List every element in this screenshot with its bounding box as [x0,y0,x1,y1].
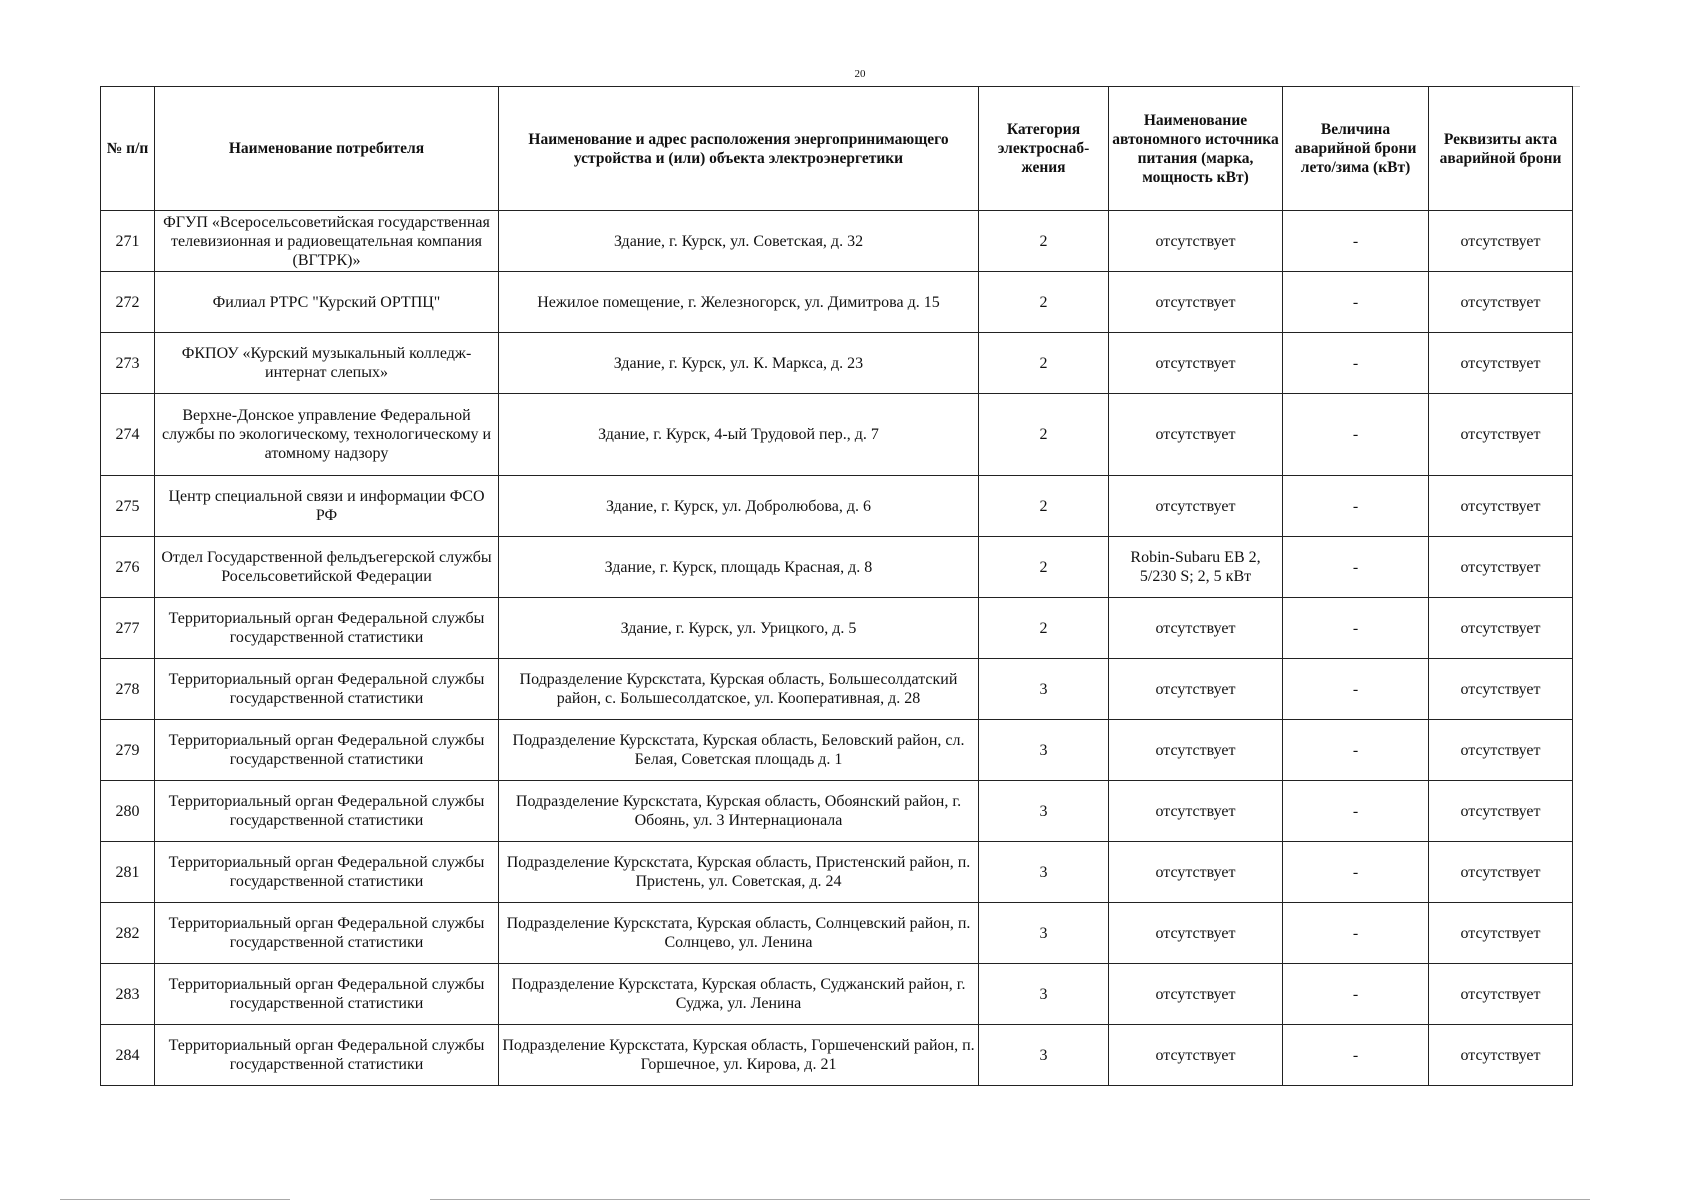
page-number: 20 [854,68,866,80]
cell-object: Подразделение Курскстата, Курская область, Большесолдатский район, с. Большесолдатское, ул. Кооперативная, д. 28 [499,659,979,720]
cell-category: 2 [979,598,1109,659]
cell-source: отсутствует [1109,903,1283,964]
cell-reserve: - [1283,537,1429,598]
cell-num: 275 [101,476,155,537]
table-row [101,842,1573,903]
cell-object: Здание, г. Курск, ул. К. Маркса, д. 23 [499,333,979,394]
cell-act: отсутствует [1429,842,1573,903]
cell-source: отсутствует [1109,842,1283,903]
cell-object: Здание, г. Курск, площадь Красная, д. 8 [499,537,979,598]
cell-num: 276 [101,537,155,598]
cell-reserve: - [1283,394,1429,476]
header-object: Наименование и адрес расположения энергопринимающего устройства и (или) объекта электроэнергетики [499,87,979,211]
cell-reserve: - [1283,211,1429,272]
cell-category: 2 [979,537,1109,598]
cell-act: отсутствует [1429,272,1573,333]
cell-consumer: Территориальный орган Федеральной службы государственной статистики [155,598,499,659]
header-source: Наименование автономного источника питания (марка, мощность кВт) [1109,87,1283,211]
cell-num: 273 [101,333,155,394]
cell-consumer: Территориальный орган Федеральной службы государственной статистики [155,964,499,1025]
cell-num: 282 [101,903,155,964]
cell-reserve: - [1283,781,1429,842]
cell-source: Robin-Subaru EB 2, 5/230 S; 2, 5 кВт [1109,537,1283,598]
cell-category: 3 [979,964,1109,1025]
table-row [101,211,1573,272]
reserve-registry-table [100,86,1573,1086]
cell-category: 2 [979,394,1109,476]
cell-reserve: - [1283,598,1429,659]
table-header-row [101,87,1573,211]
cell-consumer: ФКПОУ «Курский музыкальный колледж-интернат слепых» [155,333,499,394]
cell-reserve: - [1283,1025,1429,1086]
cell-category: 3 [979,903,1109,964]
cell-consumer: Территориальный орган Федеральной службы государственной статистики [155,781,499,842]
cell-object: Подразделение Курскстата, Курская область, Пристенский район, п. Пристень, ул. Советская, д. 24 [499,842,979,903]
cell-act: отсутствует [1429,537,1573,598]
cell-category: 2 [979,333,1109,394]
cell-act: отсутствует [1429,720,1573,781]
cell-object: Подразделение Курскстата, Курская область, Беловский район, сл. Белая, Советская площадь д. 1 [499,720,979,781]
cell-num: 283 [101,964,155,1025]
cell-consumer: Территориальный орган Федеральной службы государственной статистики [155,842,499,903]
cell-reserve: - [1283,476,1429,537]
cell-object: Подразделение Курскстата, Курская область, Обоянский район, г. Обоянь, ул. 3 Интернационала [499,781,979,842]
table-row [101,537,1573,598]
table-row [101,903,1573,964]
cell-source: отсутствует [1109,272,1283,333]
cell-act: отсутствует [1429,903,1573,964]
table-row [101,659,1573,720]
table-row [101,964,1573,1025]
table-row [101,781,1573,842]
cell-num: 272 [101,272,155,333]
table-row [101,333,1573,394]
cell-category: 2 [979,272,1109,333]
table-row [101,394,1573,476]
cell-object: Здание, г. Курск, ул. Советская, д. 32 [499,211,979,272]
cell-num: 278 [101,659,155,720]
cell-source: отсутствует [1109,964,1283,1025]
cell-category: 3 [979,1025,1109,1086]
table-row [101,272,1573,333]
cell-act: отсутствует [1429,781,1573,842]
cell-act: отсутствует [1429,598,1573,659]
cell-source: отсутствует [1109,659,1283,720]
header-consumer: Наименование потребителя [155,87,499,211]
cell-reserve: - [1283,333,1429,394]
cell-source: отсутствует [1109,476,1283,537]
cell-act: отсутствует [1429,1025,1573,1086]
cell-consumer: Территориальный орган Федеральной службы государственной статистики [155,1025,499,1086]
cell-reserve: - [1283,659,1429,720]
cell-act: отсутствует [1429,659,1573,720]
cell-category: 2 [979,211,1109,272]
header-reserve: Величина аварийной брони лето/зима (кВт) [1283,87,1429,211]
cell-category: 3 [979,781,1109,842]
cell-consumer: Отдел Государственной фельдъегерской службы Росельсоветийской Федерации [155,537,499,598]
cell-source: отсутствует [1109,598,1283,659]
cell-consumer: Верхне-Донское управление Федеральной службы по экологическому, технологическому и атомному надзору [155,394,499,476]
cell-object: Здание, г. Курск, ул. Добролюбова, д. 6 [499,476,979,537]
cell-source: отсутствует [1109,394,1283,476]
cell-category: 2 [979,476,1109,537]
cell-source: отсутствует [1109,333,1283,394]
cell-reserve: - [1283,720,1429,781]
cell-object: Подразделение Курскстата, Курская область, Суджанский район, г. Суджа, ул. Ленина [499,964,979,1025]
cell-category: 3 [979,720,1109,781]
cell-reserve: - [1283,903,1429,964]
cell-num: 279 [101,720,155,781]
cell-reserve: - [1283,272,1429,333]
cell-object: Нежилое помещение, г. Железногорск, ул. Димитрова д. 15 [499,272,979,333]
cell-consumer: Территориальный орган Федеральной службы государственной статистики [155,659,499,720]
cell-act: отсутствует [1429,476,1573,537]
table-row [101,720,1573,781]
cell-category: 3 [979,659,1109,720]
header-category: Категория электроснаб-жения [979,87,1109,211]
cell-consumer: Территориальный орган Федеральной службы государственной статистики [155,720,499,781]
cell-source: отсутствует [1109,1025,1283,1086]
cell-object: Подразделение Курскстата, Курская область, Горшеченский район, п. Горшечное, ул. Кирова, д. 21 [499,1025,979,1086]
cell-consumer: ФГУП «Всеросельсоветийская государственная телевизионная и радиовещательная компания (ВГТРК)» [155,211,499,272]
cell-num: 280 [101,781,155,842]
cell-source: отсутствует [1109,781,1283,842]
cell-num: 274 [101,394,155,476]
cell-act: отсутствует [1429,394,1573,476]
cell-num: 281 [101,842,155,903]
header-act: Реквизиты акта аварийной брони [1429,87,1573,211]
cell-object: Здание, г. Курск, ул. Урицкого, д. 5 [499,598,979,659]
cell-source: отсутствует [1109,720,1283,781]
cell-consumer: Центр специальной связи и информации ФСО РФ [155,476,499,537]
cell-num: 284 [101,1025,155,1086]
cell-source: отсутствует [1109,211,1283,272]
cell-num: 271 [101,211,155,272]
cell-object: Подразделение Курскстата, Курская область, Солнцевский район, п. Солнцево, ул. Ленина [499,903,979,964]
cell-act: отсутствует [1429,964,1573,1025]
table-row [101,598,1573,659]
cell-consumer: Филиал РТРС "Курский ОРТПЦ" [155,272,499,333]
cell-reserve: - [1283,964,1429,1025]
cell-category: 3 [979,842,1109,903]
cell-consumer: Территориальный орган Федеральной службы государственной статистики [155,903,499,964]
cell-num: 277 [101,598,155,659]
cell-object: Здание, г. Курск, 4-ый Трудовой пер., д. 7 [499,394,979,476]
cell-act: отсутствует [1429,211,1573,272]
cell-act: отсутствует [1429,333,1573,394]
cell-reserve: - [1283,842,1429,903]
header-num: № п/п [101,87,155,211]
table-row [101,476,1573,537]
table-row [101,1025,1573,1086]
